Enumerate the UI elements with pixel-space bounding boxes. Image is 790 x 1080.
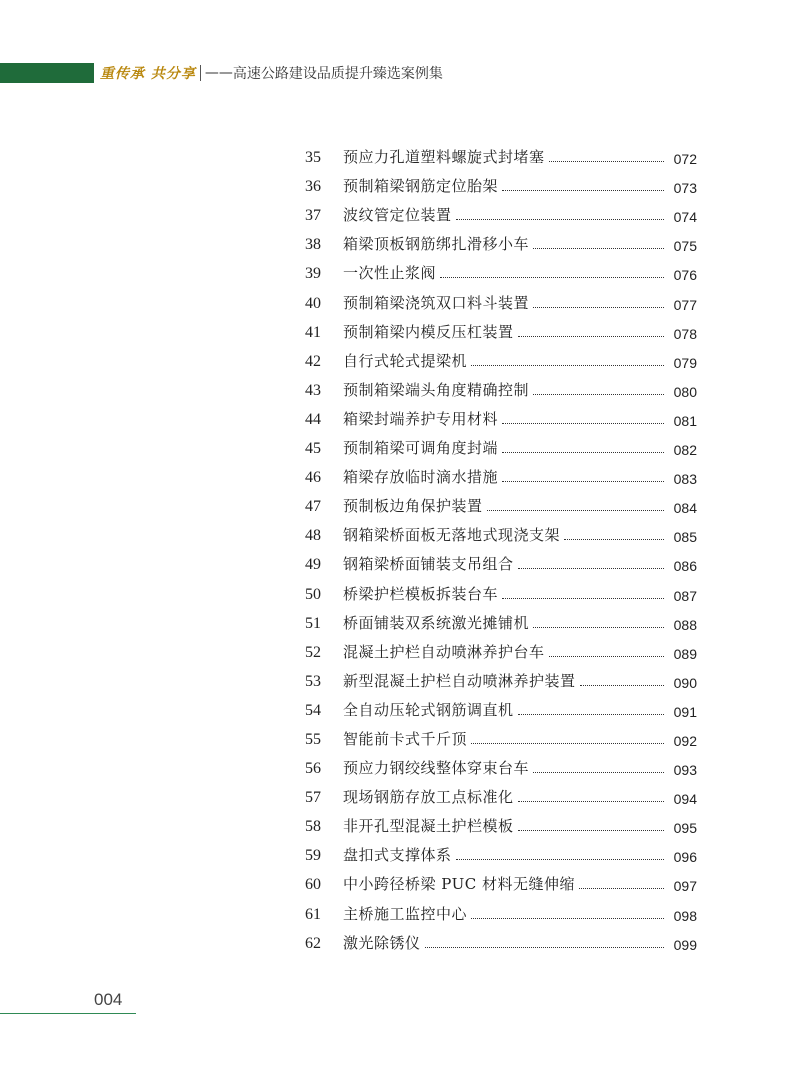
toc-entry-title: 主桥施工监控中心 (343, 904, 468, 923)
toc-entry-number: 61 (305, 905, 321, 923)
toc-leader-dots (425, 947, 664, 948)
toc-entry[interactable] (305, 458, 697, 487)
toc-entry-page: 087 (673, 587, 697, 604)
toc-entry-number: 43 (305, 381, 321, 399)
toc-leader-dots (502, 481, 664, 482)
toc-entry-page: 089 (673, 645, 697, 662)
toc-leader-dots (533, 248, 664, 249)
toc-entry-number: 52 (305, 643, 321, 661)
toc-entry[interactable] (305, 283, 697, 312)
toc-entry[interactable] (305, 778, 697, 807)
toc-entry-number: 55 (305, 730, 321, 748)
toc-entry-page: 073 (673, 180, 697, 197)
toc-leader-dots (549, 656, 664, 657)
toc-leader-dots (502, 423, 664, 424)
toc-entry-number: 37 (305, 207, 321, 225)
toc-entry-title: 预应力孔道塑料螺旋式封堵塞 (343, 148, 545, 167)
toc-entry-number: 49 (305, 556, 321, 574)
toc-entry-page: 099 (673, 936, 697, 953)
toc-entry-page: 098 (673, 907, 697, 924)
toc-entry-page: 075 (673, 238, 697, 255)
header-accent-bar (0, 63, 94, 83)
toc-entry-number: 35 (305, 149, 321, 167)
toc-entry[interactable] (305, 400, 697, 429)
toc-entry-page: 083 (673, 471, 697, 488)
toc-leader-dots (487, 510, 664, 511)
toc-entry[interactable] (305, 720, 697, 749)
toc-entry[interactable] (305, 604, 697, 633)
toc-entry-page: 092 (673, 732, 697, 749)
toc-entry-title: 中小跨径桥梁 PUC 材料无缝伸缩 (343, 875, 575, 894)
toc-entry-page: 086 (673, 558, 697, 575)
toc-leader-dots (502, 190, 664, 191)
toc-entry[interactable] (305, 138, 697, 167)
toc-leader-dots (579, 888, 664, 889)
toc-entry[interactable] (305, 807, 697, 836)
toc-entry-title: 预制箱梁钢筋定位胎架 (343, 177, 499, 196)
toc-leader-dots (518, 830, 664, 831)
toc-entry[interactable] (305, 691, 697, 720)
toc-entry-title: 预制箱梁可调角度封端 (343, 439, 499, 458)
toc-entry-page: 095 (673, 820, 697, 837)
toc-entry-title: 预制箱梁内模反压杠装置 (343, 322, 514, 341)
header-slogan: 重传承 共分享 (100, 66, 196, 82)
toc-entry-page: 076 (673, 267, 697, 284)
toc-entry-page: 088 (673, 616, 697, 633)
toc-entry-title: 波纹管定位装置 (343, 206, 452, 225)
toc-leader-dots (502, 452, 664, 453)
toc-entry-title: 预应力钢绞线整体穿束台车 (343, 759, 530, 778)
toc-entry[interactable] (305, 545, 697, 574)
table-of-contents (305, 138, 697, 953)
toc-entry-number: 59 (305, 847, 321, 865)
toc-entry-title: 智能前卡式千斤顶 (343, 729, 468, 748)
toc-entry-number: 57 (305, 789, 321, 807)
toc-entry-title: 钢箱梁桥面板无落地式现浇支架 (343, 526, 561, 545)
toc-entry-number: 46 (305, 469, 321, 487)
toc-entry-number: 53 (305, 672, 321, 690)
toc-leader-dots (533, 307, 664, 308)
toc-entry[interactable] (305, 749, 697, 778)
toc-entry-title: 混凝土护栏自动喷淋养护台车 (343, 642, 545, 661)
toc-entry[interactable] (305, 196, 697, 225)
toc-entry-number: 60 (305, 876, 321, 894)
header-separator (200, 65, 201, 81)
toc-leader-dots (564, 539, 664, 540)
toc-entry-page: 077 (673, 296, 697, 313)
toc-leader-dots (471, 365, 664, 366)
toc-entry-title: 激光除锈仪 (343, 933, 421, 952)
toc-entry[interactable] (305, 516, 697, 545)
toc-entry-number: 47 (305, 498, 321, 516)
page-folio: 004 (94, 990, 123, 1009)
toc-leader-dots (518, 336, 664, 337)
toc-entry-number: 36 (305, 178, 321, 196)
toc-entry-number: 54 (305, 701, 321, 719)
toc-entry-page: 072 (673, 151, 697, 168)
toc-entry-page: 090 (673, 674, 697, 691)
toc-entry-title: 盘扣式支撑体系 (343, 846, 452, 865)
toc-entry-title: 预制箱梁端头角度精确控制 (343, 380, 530, 399)
toc-entry-page: 080 (673, 383, 697, 400)
toc-entry[interactable] (305, 429, 697, 458)
toc-entry-number: 58 (305, 818, 321, 836)
running-header (100, 62, 443, 84)
toc-entry-number: 45 (305, 440, 321, 458)
toc-leader-dots (456, 219, 664, 220)
header-series-title: 高速公路建设品质提升臻选案例集 (232, 66, 443, 82)
toc-entry-title: 预制箱梁浇筑双口料斗装置 (343, 293, 530, 312)
toc-entry-number: 62 (305, 934, 321, 952)
toc-entry[interactable] (305, 167, 697, 196)
toc-leader-dots (518, 568, 664, 569)
toc-entry[interactable] (305, 371, 697, 400)
toc-leader-dots (471, 918, 664, 919)
toc-entry-page: 096 (673, 849, 697, 866)
toc-entry-title: 箱梁存放临时滴水措施 (343, 468, 499, 487)
toc-entry[interactable] (305, 225, 697, 254)
toc-entry-title: 箱梁封端养护专用材料 (343, 409, 499, 428)
toc-leader-dots (549, 161, 664, 162)
toc-leader-dots (580, 685, 664, 686)
toc-leader-dots (518, 714, 664, 715)
toc-entry-number: 44 (305, 410, 321, 428)
toc-entry-number: 56 (305, 760, 321, 778)
toc-entry[interactable] (305, 662, 697, 691)
toc-entry[interactable] (305, 342, 697, 371)
toc-entry[interactable] (305, 254, 697, 283)
toc-entry-title: 桥梁护栏模板拆装台车 (343, 584, 499, 603)
toc-entry-number: 40 (305, 294, 321, 312)
toc-entry-page: 081 (673, 412, 697, 429)
toc-entry-title: 现场钢筋存放工点标准化 (343, 788, 514, 807)
toc-entry-number: 39 (305, 265, 321, 283)
toc-entry-page: 094 (673, 791, 697, 808)
toc-entry-title: 预制板边角保护装置 (343, 497, 483, 516)
toc-leader-dots (533, 772, 664, 773)
toc-leader-dots (518, 801, 664, 802)
toc-entry[interactable] (305, 865, 697, 894)
toc-leader-dots (456, 859, 664, 860)
toc-entry-page: 074 (673, 209, 697, 226)
toc-leader-dots (471, 743, 664, 744)
toc-entry-page: 091 (673, 703, 697, 720)
toc-entry[interactable] (305, 487, 697, 516)
footer-rule (0, 1013, 136, 1014)
toc-entry-page: 097 (673, 878, 697, 895)
toc-entry-title: 自行式轮式提梁机 (343, 351, 468, 370)
toc-entry-title: 桥面铺装双系统激光摊铺机 (343, 613, 530, 632)
toc-entry-number: 51 (305, 614, 321, 632)
toc-entry-number: 38 (305, 236, 321, 254)
toc-leader-dots (533, 627, 664, 628)
toc-entry[interactable] (305, 633, 697, 662)
toc-entry-title: 箱梁顶板钢筋绑扎滑移小车 (343, 235, 530, 254)
toc-entry-number: 42 (305, 352, 321, 370)
toc-entry-page: 079 (673, 354, 697, 371)
header-dash: —— (204, 65, 233, 81)
toc-entry-number: 48 (305, 527, 321, 545)
toc-leader-dots (440, 277, 664, 278)
toc-entry[interactable] (305, 894, 697, 923)
toc-entry-page: 093 (673, 762, 697, 779)
toc-entry-title: 一次性止浆阀 (343, 264, 437, 283)
toc-entry-title: 非开孔型混凝土护栏模板 (343, 817, 514, 836)
toc-leader-dots (533, 394, 664, 395)
toc-entry-number: 41 (305, 323, 321, 341)
toc-entry-page: 084 (673, 500, 697, 517)
toc-entry[interactable] (305, 313, 697, 342)
toc-entry-title: 全自动压轮式钢筋调直机 (343, 700, 514, 719)
toc-entry[interactable] (305, 836, 697, 865)
toc-leader-dots (502, 598, 664, 599)
toc-entry[interactable] (305, 574, 697, 603)
toc-entry-page: 082 (673, 442, 697, 459)
toc-entry-page: 085 (673, 529, 697, 546)
toc-entry-title: 新型混凝土护栏自动喷淋养护装置 (343, 671, 576, 690)
toc-entry-title: 钢箱梁桥面铺装支吊组合 (343, 555, 514, 574)
toc-entry-number: 50 (305, 585, 321, 603)
toc-entry[interactable] (305, 924, 697, 953)
toc-entry-page: 078 (673, 325, 697, 342)
